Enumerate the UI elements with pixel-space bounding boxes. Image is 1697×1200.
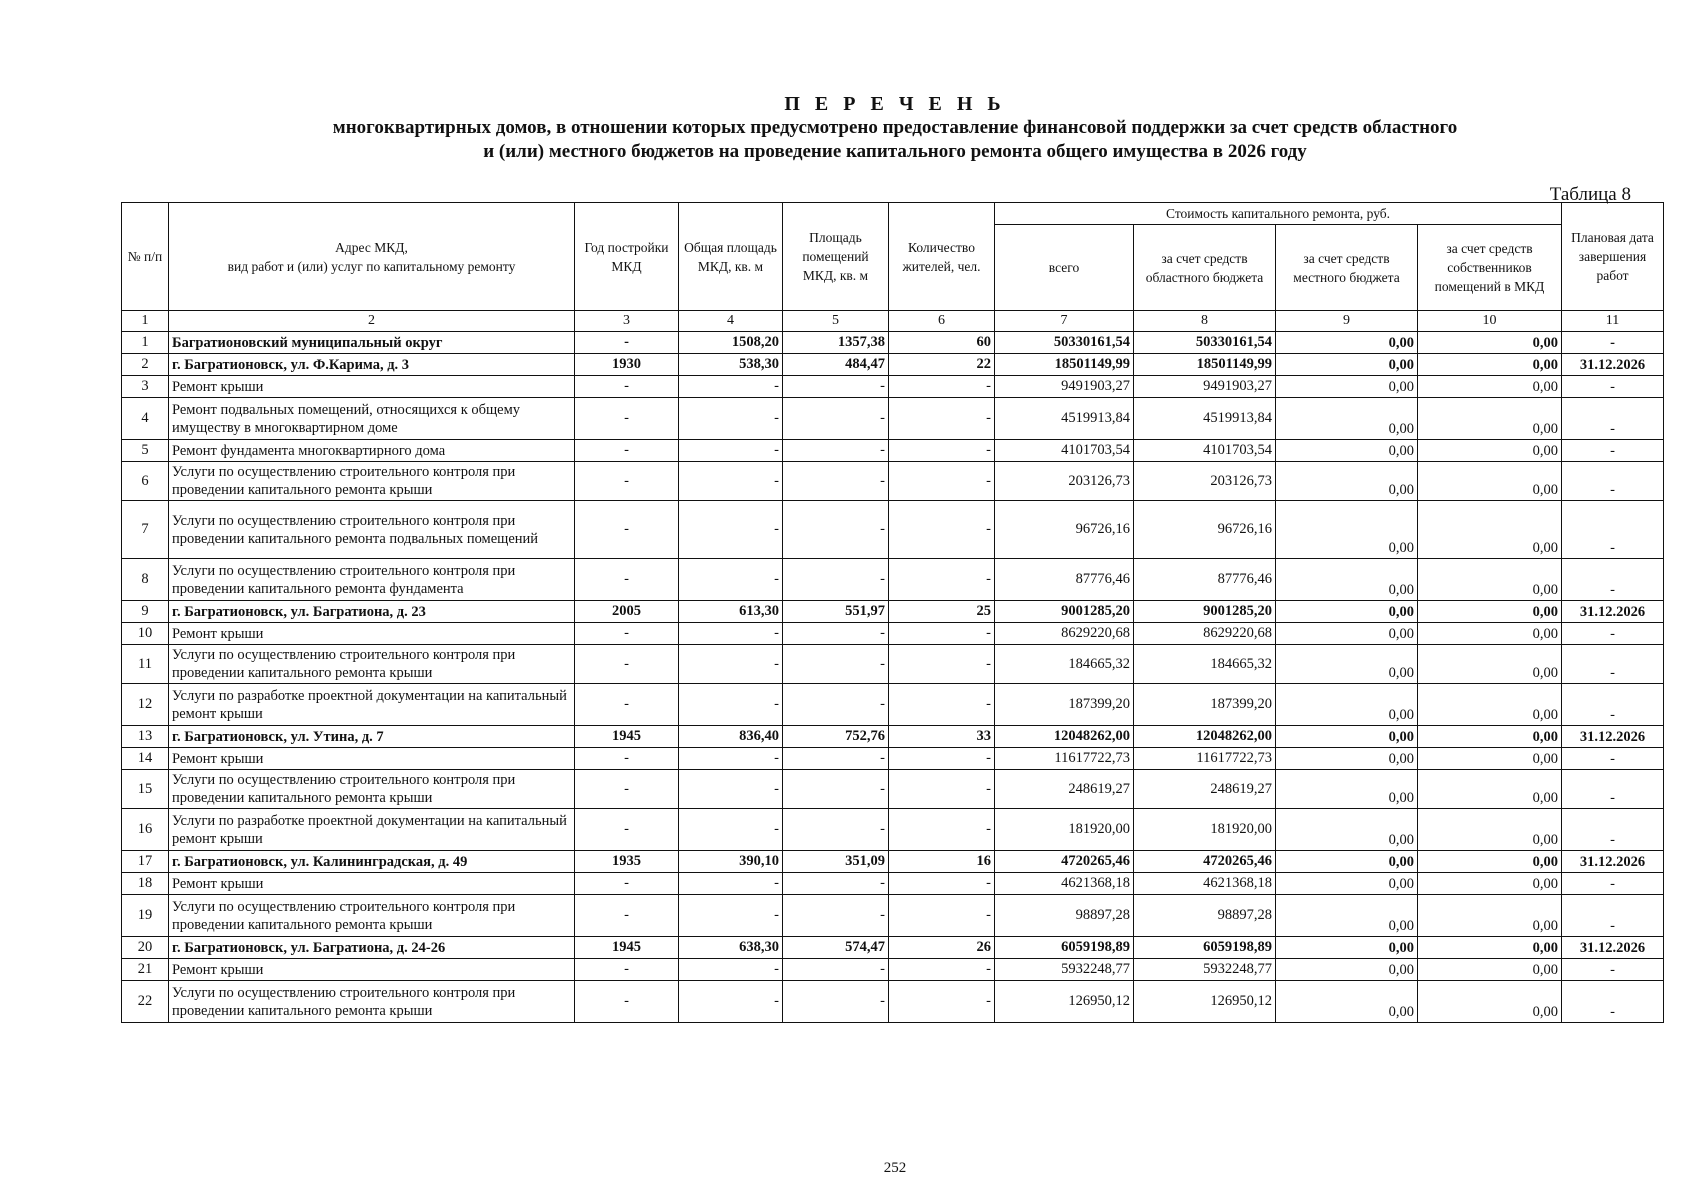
row-residents: - — [889, 895, 995, 937]
row-cost-owners: 0,00 — [1418, 332, 1562, 354]
buildings-table — [121, 202, 1664, 1023]
row-cost-local: 0,00 — [1276, 601, 1418, 623]
row-completion-date: - — [1562, 959, 1664, 981]
row-residents: - — [889, 645, 995, 684]
row-cost-regional: 248619,27 — [1134, 770, 1276, 809]
row-premises-area: 551,97 — [783, 601, 889, 623]
row-address: Ремонт подвальных помещений, относящихся к общему имуществу в многоквартирном доме — [169, 398, 575, 440]
table-row-work — [122, 645, 1664, 684]
row-total-area: - — [679, 873, 783, 895]
row-premises-area: - — [783, 809, 889, 851]
row-residents: - — [889, 623, 995, 645]
row-cost-owners: 0,00 — [1418, 354, 1562, 376]
row-cost-regional: 181920,00 — [1134, 809, 1276, 851]
row-cost-owners: 0,00 — [1418, 501, 1562, 559]
row-completion-date: 31.12.2026 — [1562, 354, 1664, 376]
row-cost-total: 4519913,84 — [995, 398, 1134, 440]
row-year: - — [575, 559, 679, 601]
row-completion-date: - — [1562, 623, 1664, 645]
row-completion-date: - — [1562, 332, 1664, 354]
row-cost-regional: 12048262,00 — [1134, 726, 1276, 748]
table-row-building — [122, 601, 1664, 623]
row-cost-total: 11617722,73 — [995, 748, 1134, 770]
row-address: Услуги по осуществлению строительного контроля при проведении капитального ремонта крыши — [169, 645, 575, 684]
row-premises-area: 1357,38 — [783, 332, 889, 354]
column-index: 9 — [1276, 311, 1418, 332]
row-cost-owners: 0,00 — [1418, 376, 1562, 398]
row-cost-regional: 126950,12 — [1134, 981, 1276, 1023]
row-cost-local: 0,00 — [1276, 981, 1418, 1023]
header-completion: Плановая дата завершения работ — [1562, 203, 1664, 311]
header-cost-group: Стоимость капитального ремонта, руб. — [995, 203, 1562, 225]
row-cost-local: 0,00 — [1276, 748, 1418, 770]
row-year: - — [575, 332, 679, 354]
table-row-work — [122, 462, 1664, 501]
row-completion-date: - — [1562, 684, 1664, 726]
table-row-work — [122, 684, 1664, 726]
row-address: Ремонт крыши — [169, 748, 575, 770]
row-residents: - — [889, 559, 995, 601]
row-number: 16 — [122, 809, 169, 851]
row-address: Ремонт крыши — [169, 376, 575, 398]
row-cost-owners: 0,00 — [1418, 559, 1562, 601]
document-subtitle-line-2: и (или) местного бюджетов на проведение капитального ремонта общего имущества в 2026 году — [483, 141, 1307, 162]
row-address: Багратионовский муниципальный округ — [169, 332, 575, 354]
row-number: 8 — [122, 559, 169, 601]
header-cost-local: за счет средств местного бюджета — [1276, 225, 1418, 311]
row-cost-total: 9491903,27 — [995, 376, 1134, 398]
row-cost-local: 0,00 — [1276, 770, 1418, 809]
row-completion-date: - — [1562, 809, 1664, 851]
row-number: 18 — [122, 873, 169, 895]
row-cost-owners: 0,00 — [1418, 748, 1562, 770]
row-year: - — [575, 501, 679, 559]
row-cost-local: 0,00 — [1276, 376, 1418, 398]
row-completion-date: - — [1562, 981, 1664, 1023]
row-cost-owners: 0,00 — [1418, 462, 1562, 501]
row-cost-owners: 0,00 — [1418, 959, 1562, 981]
row-year: - — [575, 770, 679, 809]
row-completion-date: - — [1562, 440, 1664, 462]
row-address: г. Багратионовск, ул. Утина, д. 7 — [169, 726, 575, 748]
row-number: 22 — [122, 981, 169, 1023]
row-cost-regional: 184665,32 — [1134, 645, 1276, 684]
row-year: 1945 — [575, 937, 679, 959]
row-premises-area: - — [783, 398, 889, 440]
row-cost-total: 98897,28 — [995, 895, 1134, 937]
row-residents: 16 — [889, 851, 995, 873]
row-premises-area: - — [783, 559, 889, 601]
table-row-building — [122, 851, 1664, 873]
row-total-area: - — [679, 623, 783, 645]
row-cost-total: 203126,73 — [995, 462, 1134, 501]
header-year: Год постройки МКД — [575, 203, 679, 311]
row-number: 21 — [122, 959, 169, 981]
row-premises-area: - — [783, 684, 889, 726]
row-cost-owners: 0,00 — [1418, 770, 1562, 809]
row-total-area: - — [679, 748, 783, 770]
row-premises-area: - — [783, 645, 889, 684]
row-completion-date: - — [1562, 398, 1664, 440]
row-address: Услуги по осуществлению строительного контроля при проведении капитального ремонта подвальных помещений — [169, 501, 575, 559]
header-total-area: Общая площадь МКД, кв. м — [679, 203, 783, 311]
row-cost-local: 0,00 — [1276, 895, 1418, 937]
row-premises-area: 574,47 — [783, 937, 889, 959]
row-completion-date: 31.12.2026 — [1562, 726, 1664, 748]
row-premises-area: - — [783, 501, 889, 559]
column-index: 8 — [1134, 311, 1276, 332]
row-premises-area: 351,09 — [783, 851, 889, 873]
row-cost-regional: 50330161,54 — [1134, 332, 1276, 354]
row-cost-regional: 5932248,77 — [1134, 959, 1276, 981]
row-cost-owners: 0,00 — [1418, 981, 1562, 1023]
row-cost-owners: 0,00 — [1418, 684, 1562, 726]
row-cost-regional: 6059198,89 — [1134, 937, 1276, 959]
row-number: 19 — [122, 895, 169, 937]
row-residents: - — [889, 809, 995, 851]
row-number: 4 — [122, 398, 169, 440]
row-residents: - — [889, 462, 995, 501]
row-cost-owners: 0,00 — [1418, 937, 1562, 959]
row-premises-area: - — [783, 623, 889, 645]
row-number: 6 — [122, 462, 169, 501]
table-row-work — [122, 398, 1664, 440]
table-row-building — [122, 354, 1664, 376]
row-cost-regional: 4720265,46 — [1134, 851, 1276, 873]
row-cost-owners: 0,00 — [1418, 623, 1562, 645]
row-cost-owners: 0,00 — [1418, 873, 1562, 895]
row-cost-local: 0,00 — [1276, 462, 1418, 501]
row-cost-regional: 203126,73 — [1134, 462, 1276, 501]
row-total-area: - — [679, 809, 783, 851]
row-premises-area: - — [783, 981, 889, 1023]
table-row-work — [122, 809, 1664, 851]
row-total-area: - — [679, 501, 783, 559]
row-completion-date: - — [1562, 895, 1664, 937]
row-total-area: - — [679, 645, 783, 684]
row-number: 12 — [122, 684, 169, 726]
document-title: П Е Р Е Ч Е Н Ь — [784, 93, 1006, 115]
row-cost-local: 0,00 — [1276, 726, 1418, 748]
header-cost-owners: за счет средств собственников помещений в МКД — [1418, 225, 1562, 311]
row-completion-date: - — [1562, 873, 1664, 895]
row-premises-area: - — [783, 440, 889, 462]
row-total-area: 538,30 — [679, 354, 783, 376]
row-total-area: - — [679, 376, 783, 398]
table-row-building — [122, 937, 1664, 959]
row-cost-total: 5932248,77 — [995, 959, 1134, 981]
row-residents: - — [889, 770, 995, 809]
row-cost-local: 0,00 — [1276, 501, 1418, 559]
row-residents: 22 — [889, 354, 995, 376]
row-total-area: - — [679, 981, 783, 1023]
row-cost-regional: 4621368,18 — [1134, 873, 1276, 895]
column-index: 11 — [1562, 311, 1664, 332]
row-total-area: - — [679, 559, 783, 601]
row-address: Ремонт крыши — [169, 959, 575, 981]
row-year: - — [575, 645, 679, 684]
row-year: - — [575, 873, 679, 895]
row-number: 7 — [122, 501, 169, 559]
row-total-area: - — [679, 895, 783, 937]
row-year: - — [575, 376, 679, 398]
table-row-work — [122, 895, 1664, 937]
row-residents: 60 — [889, 332, 995, 354]
row-completion-date: - — [1562, 462, 1664, 501]
row-cost-total: 12048262,00 — [995, 726, 1134, 748]
row-cost-regional: 96726,16 — [1134, 501, 1276, 559]
row-cost-local: 0,00 — [1276, 684, 1418, 726]
column-index: 6 — [889, 311, 995, 332]
row-cost-owners: 0,00 — [1418, 809, 1562, 851]
row-address: Ремонт крыши — [169, 623, 575, 645]
column-index: 4 — [679, 311, 783, 332]
row-completion-date: - — [1562, 501, 1664, 559]
row-year: - — [575, 981, 679, 1023]
row-cost-total: 187399,20 — [995, 684, 1134, 726]
row-total-area: - — [679, 684, 783, 726]
table-row-building — [122, 726, 1664, 748]
table-row-work — [122, 770, 1664, 809]
row-cost-local: 0,00 — [1276, 851, 1418, 873]
row-total-area: - — [679, 770, 783, 809]
row-residents: - — [889, 959, 995, 981]
row-completion-date: - — [1562, 770, 1664, 809]
row-year: - — [575, 959, 679, 981]
row-cost-regional: 187399,20 — [1134, 684, 1276, 726]
row-residents: 33 — [889, 726, 995, 748]
row-cost-owners: 0,00 — [1418, 895, 1562, 937]
row-cost-owners: 0,00 — [1418, 440, 1562, 462]
row-completion-date: - — [1562, 645, 1664, 684]
row-total-area: 638,30 — [679, 937, 783, 959]
row-cost-total: 18501149,99 — [995, 354, 1134, 376]
row-year: - — [575, 748, 679, 770]
row-premises-area: 752,76 — [783, 726, 889, 748]
row-residents: - — [889, 501, 995, 559]
row-premises-area: 484,47 — [783, 354, 889, 376]
row-completion-date: - — [1562, 748, 1664, 770]
row-cost-regional: 4101703,54 — [1134, 440, 1276, 462]
row-cost-total: 96726,16 — [995, 501, 1134, 559]
row-address: Услуги по осуществлению строительного контроля при проведении капитального ремонта крыши — [169, 895, 575, 937]
row-premises-area: - — [783, 959, 889, 981]
row-total-area: - — [679, 959, 783, 981]
header-premises-area: Площадь помещений МКД, кв. м — [783, 203, 889, 311]
table-row-work — [122, 623, 1664, 645]
page-number: 252 — [883, 1160, 907, 1176]
row-year: - — [575, 462, 679, 501]
header-residents: Количество жителей, чел. — [889, 203, 995, 311]
row-cost-regional: 98897,28 — [1134, 895, 1276, 937]
row-cost-regional: 18501149,99 — [1134, 354, 1276, 376]
row-number: 5 — [122, 440, 169, 462]
row-address: Услуги по осуществлению строительного контроля при проведении капитального ремонта крыши — [169, 462, 575, 501]
table-row-work — [122, 959, 1664, 981]
row-cost-total: 8629220,68 — [995, 623, 1134, 645]
document-subtitle-line-1: многоквартирных домов, в отношении которых предусмотрено предоставление финансовой поддержки за счет средств областного — [332, 117, 1458, 138]
table-row-work — [122, 748, 1664, 770]
header-cost-regional: за счет средств областного бюджета — [1134, 225, 1276, 311]
row-residents: - — [889, 873, 995, 895]
row-year: - — [575, 398, 679, 440]
row-completion-date: - — [1562, 376, 1664, 398]
row-cost-owners: 0,00 — [1418, 601, 1562, 623]
table-row-building — [122, 332, 1664, 354]
row-cost-local: 0,00 — [1276, 332, 1418, 354]
row-cost-local: 0,00 — [1276, 645, 1418, 684]
row-premises-area: - — [783, 873, 889, 895]
row-completion-date: 31.12.2026 — [1562, 601, 1664, 623]
row-cost-total: 248619,27 — [995, 770, 1134, 809]
column-index: 3 — [575, 311, 679, 332]
row-total-area: 613,30 — [679, 601, 783, 623]
row-address: Услуги по осуществлению строительного контроля при проведении капитального ремонта крыши — [169, 770, 575, 809]
row-cost-regional: 8629220,68 — [1134, 623, 1276, 645]
row-address: г. Багратионовск, ул. Багратиона, д. 23 — [169, 601, 575, 623]
row-year: - — [575, 809, 679, 851]
row-premises-area: - — [783, 770, 889, 809]
row-total-area: 390,10 — [679, 851, 783, 873]
row-address: Услуги по разработке проектной документации на капитальный ремонт крыши — [169, 684, 575, 726]
row-completion-date: 31.12.2026 — [1562, 937, 1664, 959]
table-label: Таблица 8 — [1549, 184, 1631, 205]
row-cost-total: 4720265,46 — [995, 851, 1134, 873]
table-row-work — [122, 501, 1664, 559]
row-cost-owners: 0,00 — [1418, 645, 1562, 684]
row-year: - — [575, 895, 679, 937]
table-row-work — [122, 559, 1664, 601]
row-cost-owners: 0,00 — [1418, 726, 1562, 748]
row-number: 10 — [122, 623, 169, 645]
row-cost-local: 0,00 — [1276, 398, 1418, 440]
row-residents: 26 — [889, 937, 995, 959]
row-cost-local: 0,00 — [1276, 559, 1418, 601]
column-index: 5 — [783, 311, 889, 332]
row-year: - — [575, 623, 679, 645]
row-cost-owners: 0,00 — [1418, 398, 1562, 440]
row-number: 11 — [122, 645, 169, 684]
row-cost-regional: 4519913,84 — [1134, 398, 1276, 440]
column-index: 7 — [995, 311, 1134, 332]
row-address: Ремонт крыши — [169, 873, 575, 895]
row-address: Услуги по разработке проектной документации на капитальный ремонт крыши — [169, 809, 575, 851]
row-total-area: 1508,20 — [679, 332, 783, 354]
row-cost-local: 0,00 — [1276, 623, 1418, 645]
column-index: 1 — [122, 311, 169, 332]
row-residents: - — [889, 398, 995, 440]
row-address: г. Багратионовск, ул. Ф.Карима, д. 3 — [169, 354, 575, 376]
header-num: № п/п — [122, 203, 169, 311]
row-number: 15 — [122, 770, 169, 809]
row-year: 1930 — [575, 354, 679, 376]
row-cost-total: 6059198,89 — [995, 937, 1134, 959]
row-cost-local: 0,00 — [1276, 873, 1418, 895]
column-index: 2 — [169, 311, 575, 332]
row-address: г. Багратионовск, ул. Калининградская, д. 49 — [169, 851, 575, 873]
row-cost-local: 0,00 — [1276, 809, 1418, 851]
row-cost-total: 4621368,18 — [995, 873, 1134, 895]
table-row-work — [122, 376, 1664, 398]
row-year: 1935 — [575, 851, 679, 873]
row-total-area: - — [679, 462, 783, 501]
table-body — [122, 332, 1664, 1023]
table-row-work — [122, 873, 1664, 895]
row-year: 2005 — [575, 601, 679, 623]
row-number: 3 — [122, 376, 169, 398]
row-cost-total: 4101703,54 — [995, 440, 1134, 462]
row-premises-area: - — [783, 895, 889, 937]
row-total-area: - — [679, 398, 783, 440]
row-residents: - — [889, 376, 995, 398]
row-address: Услуги по осуществлению строительного контроля при проведении капитального ремонта крыши — [169, 981, 575, 1023]
row-cost-local: 0,00 — [1276, 354, 1418, 376]
row-cost-total: 50330161,54 — [995, 332, 1134, 354]
row-cost-regional: 9001285,20 — [1134, 601, 1276, 623]
row-total-area: - — [679, 440, 783, 462]
document-title-block — [0, 92, 1697, 164]
row-number: 13 — [122, 726, 169, 748]
row-cost-regional: 11617722,73 — [1134, 748, 1276, 770]
row-cost-owners: 0,00 — [1418, 851, 1562, 873]
row-residents: - — [889, 748, 995, 770]
row-cost-total: 87776,46 — [995, 559, 1134, 601]
row-residents: - — [889, 684, 995, 726]
row-cost-local: 0,00 — [1276, 959, 1418, 981]
row-residents: - — [889, 981, 995, 1023]
row-number: 9 — [122, 601, 169, 623]
row-cost-regional: 87776,46 — [1134, 559, 1276, 601]
row-total-area: 836,40 — [679, 726, 783, 748]
column-index-row — [122, 311, 1664, 332]
row-address: Ремонт фундамента многоквартирного дома — [169, 440, 575, 462]
row-address: Услуги по осуществлению строительного контроля при проведении капитального ремонта фундамента — [169, 559, 575, 601]
row-cost-regional: 9491903,27 — [1134, 376, 1276, 398]
row-address: г. Багратионовск, ул. Багратиона, д. 24-26 — [169, 937, 575, 959]
column-index: 10 — [1418, 311, 1562, 332]
row-year: - — [575, 684, 679, 726]
row-year: 1945 — [575, 726, 679, 748]
table-row-work — [122, 440, 1664, 462]
row-number: 20 — [122, 937, 169, 959]
header-address: Адрес МКД, вид работ и (или) услуг по капитальному ремонту — [169, 203, 575, 311]
row-residents: 25 — [889, 601, 995, 623]
row-year: - — [575, 440, 679, 462]
row-cost-local: 0,00 — [1276, 440, 1418, 462]
row-cost-total: 184665,32 — [995, 645, 1134, 684]
row-completion-date: 31.12.2026 — [1562, 851, 1664, 873]
row-cost-total: 126950,12 — [995, 981, 1134, 1023]
row-premises-area: - — [783, 376, 889, 398]
row-cost-local: 0,00 — [1276, 937, 1418, 959]
header-cost-total: всего — [995, 225, 1134, 311]
row-residents: - — [889, 440, 995, 462]
row-completion-date: - — [1562, 559, 1664, 601]
row-cost-total: 9001285,20 — [995, 601, 1134, 623]
row-premises-area: - — [783, 462, 889, 501]
row-number: 1 — [122, 332, 169, 354]
row-premises-area: - — [783, 748, 889, 770]
row-number: 14 — [122, 748, 169, 770]
row-cost-total: 181920,00 — [995, 809, 1134, 851]
table-row-work — [122, 981, 1664, 1023]
row-number: 17 — [122, 851, 169, 873]
row-number: 2 — [122, 354, 169, 376]
